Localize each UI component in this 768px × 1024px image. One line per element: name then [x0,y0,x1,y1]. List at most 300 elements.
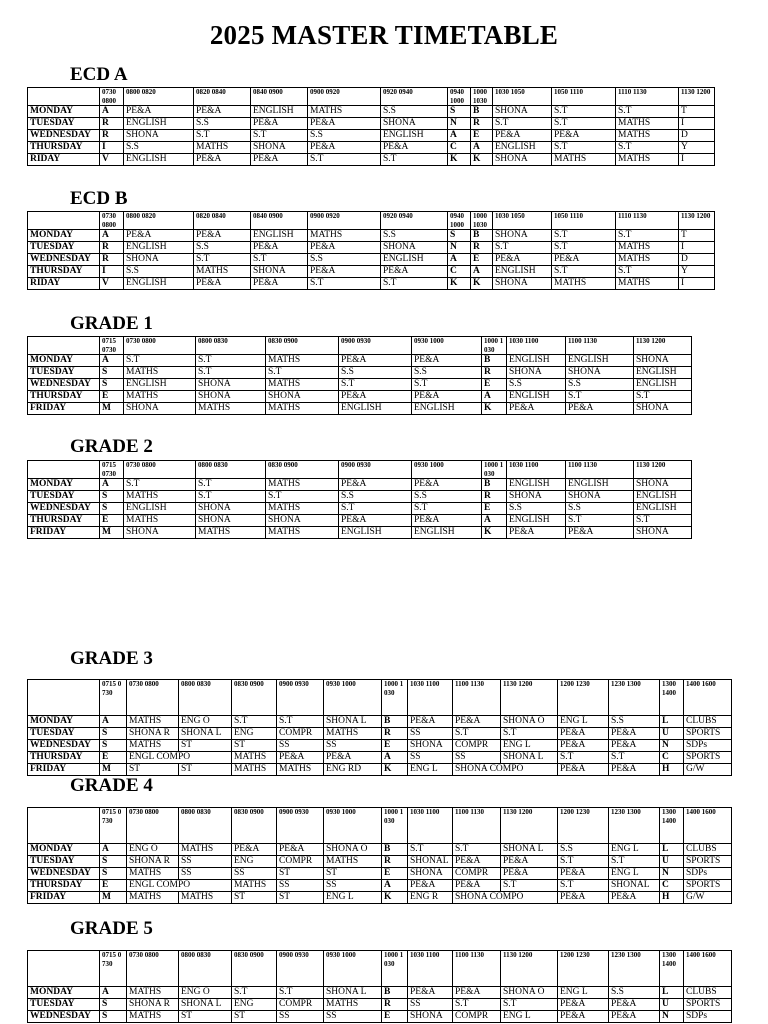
table-row [28,379,692,391]
subject-cell: MATHS [266,527,339,539]
subject-cell: ENG L [501,740,558,752]
time-slot-header: 1030 1100 [408,808,453,844]
table-row [28,403,692,415]
subject-cell: COMPR [277,856,324,868]
subject-cell: SHONA [124,130,194,142]
subject-cell: SPORTS [684,752,732,764]
subject-cell: ENGLISH [251,230,308,242]
break-marker-cell: A [100,230,124,242]
corner-cell [28,808,100,844]
time-slot-header: 0900 0930 [277,680,324,716]
subject-cell: ENG L [408,764,453,776]
time-slot-header: 0730 0800 [124,461,196,479]
time-slot-header: 0715 0730 [100,680,127,716]
subject-cell: S.T [196,491,266,503]
subject-cell: S.S [566,503,634,515]
subject-cell: S.T [408,844,453,856]
subject-cell: MATHS [232,764,277,776]
day-label: MONDAY [28,479,100,491]
subject-cell: S.S [194,242,251,254]
subject-cell: CLUBS [684,844,732,856]
break-marker-cell: N [660,868,684,880]
subject-cell: PE&A [194,278,251,290]
time-slot-header: 1030 1050 [493,212,552,230]
break-marker-cell: H [660,764,684,776]
subject-cell: PE&A [501,868,558,880]
day-label: WEDNESDAY [28,740,100,752]
subject-cell: MATHS [616,242,679,254]
time-slot-header: 0840 0900 [251,212,308,230]
subject-cell: MATHS [124,391,196,403]
break-marker-cell: R [100,118,124,130]
subject-cell: MATHS [266,503,339,515]
subject-cell: SS [324,1011,382,1023]
subject-cell: S.T [609,752,660,764]
subject-cell: SHONA L [324,716,382,728]
subject-cell: S.T [308,154,381,166]
break-marker-cell: S [100,856,127,868]
time-slot-header: 0800 0830 [179,680,232,716]
subject-cell: ENGLISH [124,242,194,254]
subject-cell: MATHS [194,266,251,278]
subject-cell: ENGLISH [493,142,552,154]
time-slot-header: 1300 1400 [660,808,684,844]
time-slot-header: 0900 0930 [339,461,412,479]
break-marker-cell: N [660,740,684,752]
subject-cell: MATHS [308,106,381,118]
table-row [28,868,732,880]
timetable-grade-4 [27,807,732,904]
break-marker-cell: R [471,118,493,130]
break-marker-cell: A [100,355,124,367]
time-slot-header: 0940 1000 [448,212,471,230]
time-slot-header: 1400 1600 [684,808,732,844]
subject-cell: ENGLISH [507,479,566,491]
subject-cell: ENGLISH [566,355,634,367]
subject-cell: T [679,106,715,118]
timetable-grade-3 [27,679,732,776]
table-row [28,503,692,515]
subject-cell: S.S [609,987,660,999]
subject-cell: SHONA [266,515,339,527]
section-title-ecd-b: ECD B [70,188,128,209]
subject-cell: ENG RD [324,764,382,776]
subject-cell: SHONA [566,491,634,503]
break-marker-cell: S [100,999,127,1011]
subject-cell: PE&A [308,266,381,278]
subject-cell: S.T [277,716,324,728]
break-marker-cell: N [660,1011,684,1023]
subject-cell: S.T [552,266,616,278]
subject-cell: SHONA [408,868,453,880]
break-marker-cell: E [382,868,408,880]
day-label: WEDNESDAY [28,379,100,391]
subject-cell: PE&A [558,728,609,740]
subject-cell: PE&A [501,856,558,868]
break-marker-cell: A [382,880,408,892]
subject-cell: S.T [552,142,616,154]
subject-cell: PE&A [453,856,501,868]
table-row [28,844,732,856]
break-marker-cell: E [471,130,493,142]
subject-cell: MATHS [232,880,277,892]
subject-cell: COMPR [277,728,324,740]
day-label: MONDAY [28,106,100,118]
subject-cell: PE&A [324,752,382,764]
page-title: 2025 MASTER TIMETABLE [209,20,559,50]
day-label: WEDNESDAY [28,130,100,142]
subject-cell: SS [277,740,324,752]
subject-cell: S.T [308,278,381,290]
subject-cell: MATHS [266,479,339,491]
subject-cell: SHONA [251,142,308,154]
subject-cell: S.S [124,266,194,278]
section-title-grade-2: GRADE 2 [70,436,153,457]
subject-cell: MATHS [616,154,679,166]
day-label: FRIDAY [28,527,100,539]
subject-cell: PE&A [558,764,609,776]
time-header-row [28,212,715,230]
subject-cell: PE&A [566,527,634,539]
subject-cell: SPORTS [684,856,732,868]
subject-cell: S.S [381,230,448,242]
table-row [28,367,692,379]
subject-cell: ENG R [408,892,453,904]
subject-cell: Y [679,142,715,154]
subject-cell: SPORTS [684,999,732,1011]
break-marker-cell: R [482,367,507,379]
subject-cell: SHONA [507,491,566,503]
subject-cell: ST [179,1011,232,1023]
time-header-row [28,461,692,479]
break-marker-cell: B [382,987,408,999]
subject-cell: SHONA [634,479,692,491]
subject-cell: PE&A [493,254,552,266]
break-marker-cell: A [100,716,127,728]
time-slot-header: 1130 1200 [501,808,558,844]
time-slot-header: 0900 0920 [308,212,381,230]
subject-cell: MATHS [127,987,179,999]
break-marker-cell: U [660,999,684,1011]
break-marker-cell: S [100,367,124,379]
subject-cell: ENGLISH [339,527,412,539]
table-row [28,266,715,278]
break-marker-cell: R [100,130,124,142]
subject-cell: PE&A [609,728,660,740]
subject-cell: SS [408,999,453,1011]
time-slot-header: 0920 0940 [381,88,448,106]
subject-cell: PE&A [609,999,660,1011]
subject-cell: SHONA [493,154,552,166]
time-slot-header: 0930 1000 [412,461,482,479]
subject-cell: SS [232,868,277,880]
break-marker-cell: U [660,856,684,868]
break-marker-cell: A [482,391,507,403]
subject-cell: S.S [609,716,660,728]
subject-cell: SHONA [634,355,692,367]
subject-cell: S.S [412,367,482,379]
break-marker-cell: A [100,479,124,491]
table-row [28,728,732,740]
subject-cell: SHONA R [127,856,179,868]
time-slot-header: 0800 0830 [196,461,266,479]
subject-cell: PE&A [412,515,482,527]
time-slot-header: 1000 1030 [471,88,493,106]
subject-cell: S.T [634,515,692,527]
time-slot-header: 1130 1200 [634,337,692,355]
table-row [28,355,692,367]
table-row [28,764,732,776]
table-row [28,716,732,728]
time-slot-header: 0920 0940 [381,212,448,230]
break-marker-cell: K [482,403,507,415]
break-marker-cell: I [100,266,124,278]
subject-cell: MATHS [124,367,196,379]
table-row [28,118,715,130]
subject-cell: ENGLISH [124,503,196,515]
subject-cell: PE&A [408,987,453,999]
subject-cell: PE&A [251,154,308,166]
subject-cell: ENGLISH [124,278,194,290]
time-slot-header: 0715 0730 [100,461,124,479]
time-slot-header: 1030 1100 [408,951,453,987]
subject-cell: PE&A [558,1011,609,1023]
break-marker-cell: E [100,515,124,527]
subject-cell: Y [679,266,715,278]
subject-cell: MATHS [266,355,339,367]
subject-cell: MATHS [127,716,179,728]
subject-cell: SHONA L [179,728,232,740]
subject-cell: S.T [251,254,308,266]
subject-cell: ENG [232,728,277,740]
day-label: MONDAY [28,230,100,242]
subject-cell: PE&A [308,118,381,130]
time-slot-header: 0900 0930 [339,337,412,355]
table-row [28,740,732,752]
subject-cell: SHONA COMPO [453,764,558,776]
time-slot-header: 1000 1030 [482,461,507,479]
subject-cell: PE&A [339,515,412,527]
subject-cell: S.T [277,987,324,999]
time-slot-header: 1130 1200 [634,461,692,479]
break-marker-cell: A [382,752,408,764]
corner-cell [28,680,100,716]
break-marker-cell: I [100,142,124,154]
day-label: FRIDAY [28,764,100,776]
time-slot-header: 1200 1230 [558,808,609,844]
time-slot-header: 0900 0930 [277,808,324,844]
time-slot-header: 0800 0820 [124,88,194,106]
time-slot-header: 1230 1300 [609,951,660,987]
subject-cell: S.T [381,278,448,290]
subject-cell: MATHS [616,254,679,266]
time-header-row [28,808,732,844]
subject-cell: S.T [501,999,558,1011]
subject-cell: PE&A [609,1011,660,1023]
time-slot-header: 1130 1200 [501,951,558,987]
subject-cell: S.T [266,491,339,503]
time-slot-header: 0930 1000 [324,951,382,987]
subject-cell: SHONA [408,1011,453,1023]
day-label: FRIDAY [28,892,100,904]
subject-cell: ENGLISH [507,391,566,403]
subject-cell: S.S [124,142,194,154]
corner-cell [28,951,100,987]
subject-cell: PE&A [251,278,308,290]
time-slot-header: 0800 0830 [179,808,232,844]
subject-cell: PE&A [453,987,501,999]
subject-cell: PE&A [609,740,660,752]
subject-cell: MATHS [127,740,179,752]
subject-cell: ENG L [558,716,609,728]
subject-cell: PE&A [308,142,381,154]
subject-cell: CLUBS [684,987,732,999]
subject-cell: S.T [124,355,196,367]
subject-cell: SHONA L [324,987,382,999]
subject-cell: S.T [558,856,609,868]
time-slot-header: 1100 1130 [566,337,634,355]
break-marker-cell: R [382,728,408,740]
day-label: FRIDAY [28,403,100,415]
time-slot-header: 1300 1400 [660,680,684,716]
subject-cell: PE&A [552,254,616,266]
time-slot-header: 1200 1230 [558,680,609,716]
time-slot-header: 1000 1030 [382,680,408,716]
day-label: RIDAY [28,154,100,166]
subject-cell: ENG L [501,1011,558,1023]
time-slot-header: 0930 1000 [324,680,382,716]
subject-cell: ST [179,740,232,752]
time-slot-header: 0730 0800 [100,88,124,106]
time-slot-header: 0730 0800 [127,680,179,716]
break-marker-cell: S [100,740,127,752]
subject-cell: SHONA R [127,999,179,1011]
time-slot-header: 1030 1050 [493,88,552,106]
time-slot-header: 1130 1200 [679,212,715,230]
subject-cell: ENG [232,999,277,1011]
subject-cell: PE&A [381,266,448,278]
subject-cell: S.T [558,880,609,892]
break-marker-cell: A [448,130,471,142]
subject-cell: PE&A [558,999,609,1011]
subject-cell: S.T [196,355,266,367]
subject-cell: MATHS [179,892,232,904]
subject-cell: PE&A [339,391,412,403]
subject-cell: COMPR [453,868,501,880]
day-label: THURSDAY [28,391,100,403]
subject-cell: S.T [124,479,196,491]
subject-cell: PE&A [232,844,277,856]
section-title-grade-4: GRADE 4 [70,775,153,796]
time-slot-header: 1050 1110 [552,88,616,106]
table-row [28,515,692,527]
subject-cell: S.T [552,230,616,242]
break-marker-cell: E [382,1011,408,1023]
corner-cell [28,212,100,230]
subject-cell: ENG O [127,844,179,856]
subject-cell: S.T [339,379,412,391]
break-marker-cell: R [100,242,124,254]
time-slot-header: 1130 1200 [679,88,715,106]
subject-cell: S.T [501,728,558,740]
subject-cell: MATHS [324,999,382,1011]
time-slot-header: 1000 1030 [382,951,408,987]
table-row [28,278,715,290]
subject-cell: MATHS [124,491,196,503]
table-row [28,154,715,166]
break-marker-cell: B [471,230,493,242]
break-marker-cell: M [100,403,124,415]
day-label: TUESDAY [28,856,100,868]
time-slot-header: 0930 1000 [412,337,482,355]
subject-cell: SHONA [493,278,552,290]
subject-cell: SHONA [493,230,552,242]
subject-cell: MATHS [324,728,382,740]
time-slot-header: 1000 1030 [471,212,493,230]
time-slot-header: 0800 0820 [124,212,194,230]
time-header-row [28,337,692,355]
subject-cell: SS [324,880,382,892]
break-marker-cell: B [382,716,408,728]
time-slot-header: 1100 1130 [453,680,501,716]
subject-cell: S.T [453,999,501,1011]
subject-cell: SS [179,856,232,868]
break-marker-cell: V [100,278,124,290]
subject-cell: ENGLISH [124,379,196,391]
subject-cell: S.T [616,266,679,278]
subject-cell: MATHS [232,752,277,764]
table-row [28,479,692,491]
break-marker-cell: B [382,844,408,856]
subject-cell: PE&A [558,740,609,752]
subject-cell: S.T [194,130,251,142]
break-marker-cell: A [100,106,124,118]
subject-cell: MATHS [127,892,179,904]
subject-cell: ENGLISH [507,515,566,527]
time-slot-header: 1230 1300 [609,680,660,716]
subject-cell: SHONA [251,266,308,278]
break-marker-cell: S [100,728,127,740]
subject-cell: PE&A [339,479,412,491]
break-marker-cell: K [482,527,507,539]
time-slot-header: 0800 0830 [179,951,232,987]
section-title-grade-1: GRADE 1 [70,313,153,334]
section-title-ecd-a: ECD A [70,64,128,85]
subject-cell: SHONA [566,367,634,379]
subject-cell: D [679,130,715,142]
subject-cell: ST [277,868,324,880]
subject-cell: PE&A [566,403,634,415]
break-marker-cell: B [471,106,493,118]
table-row [28,880,732,892]
subject-cell: S.T [232,987,277,999]
time-slot-header: 1000 1030 [382,808,408,844]
time-slot-header: 0830 0900 [266,461,339,479]
subject-cell: MATHS [324,856,382,868]
subject-cell: PE&A [408,716,453,728]
time-slot-header: 1030 1100 [408,680,453,716]
subject-cell: SHONA [507,367,566,379]
subject-cell: SHONA [196,379,266,391]
subject-cell: PE&A [558,892,609,904]
break-marker-cell: E [100,391,124,403]
time-slot-header: 0900 0920 [308,88,381,106]
subject-cell: ENGL COMPO [127,880,232,892]
table-row [28,391,692,403]
subject-cell: ENGLISH [124,118,194,130]
break-marker-cell: S [100,503,124,515]
subject-cell: PE&A [552,130,616,142]
